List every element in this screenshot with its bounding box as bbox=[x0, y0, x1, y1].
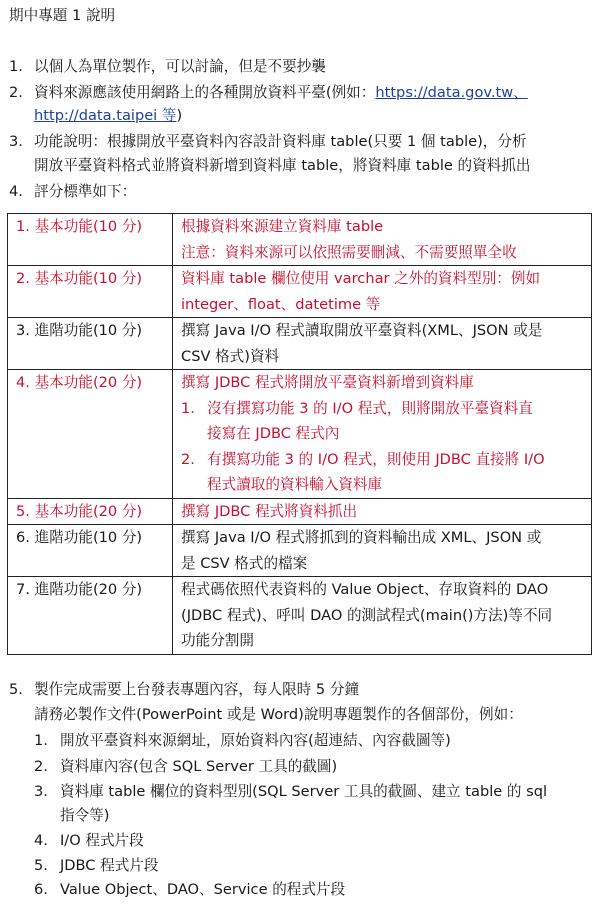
row-desc-line: 撰寫 Java I/O 程式讀取開放平臺資料(XML、JSON 或是 bbox=[181, 322, 543, 339]
row-label bbox=[8, 525, 173, 577]
list-text-4: 評分標準如下： bbox=[34, 183, 137, 200]
row-desc-line: 功能分割開 bbox=[181, 632, 254, 649]
s5-item-text-5: JDBC 程式片段 bbox=[60, 857, 159, 874]
s5-item-text-6: Value Object、DAO、Service 的程式片段 bbox=[60, 881, 346, 898]
table-row bbox=[8, 370, 592, 499]
row-desc bbox=[173, 525, 592, 577]
row-desc bbox=[173, 266, 592, 318]
s5-item-num-3: 3. bbox=[34, 783, 48, 800]
row-desc-line: 資料庫 table 欄位使用 varchar 之外的資料型別：例如 bbox=[181, 270, 541, 287]
sub-list-item bbox=[181, 396, 587, 447]
table-row bbox=[8, 498, 592, 525]
row-desc-line: 撰寫 Java I/O 程式將抓到的資料輸出成 XML、JSON 或 bbox=[181, 529, 542, 546]
row-label-text: 1. 基本功能(10 分) bbox=[16, 218, 143, 235]
row-label-text: 6. 進階功能(10 分) bbox=[16, 529, 143, 546]
s5-item-num-1: 1. bbox=[34, 732, 48, 749]
list-text-3: 功能說明：根據開放平臺資料內容設計資料庫 table(只要 1 個 table)，分析 bbox=[34, 133, 527, 150]
list-text-2 bbox=[34, 83, 528, 103]
row-desc-line: 程式碼依照代表資料的 Value Object、存取資料的 DAO bbox=[181, 581, 549, 598]
row-label bbox=[8, 370, 173, 499]
row-desc-line: 是 CSV 格式的檔案 bbox=[181, 554, 308, 572]
row-desc-line: (JDBC 程式)、呼叫 DAO 的測試程式(main()方法)等不同 bbox=[181, 606, 553, 624]
row-label-text: 4. 基本功能(20 分) bbox=[16, 374, 143, 391]
row-desc-line: 注意：資料來源可以依照需要刪減、不需要照單全收 bbox=[181, 243, 517, 261]
row-desc-line: CSV 格式)資料 bbox=[181, 347, 280, 365]
row-label bbox=[8, 266, 173, 318]
row-desc bbox=[173, 214, 592, 266]
s5-item-text-2: 資料庫內容(包含 SQL Server 工具的截圖) bbox=[60, 758, 338, 775]
row-desc bbox=[173, 498, 592, 525]
row-desc-line: integer、float、datetime 等 bbox=[181, 295, 381, 313]
row-desc-line: 撰寫 JDBC 程式將資料抓出 bbox=[181, 502, 358, 520]
row-desc bbox=[173, 318, 592, 370]
row-label-text: 5. 基本功能(20 分) bbox=[16, 502, 143, 520]
list-text-3-cont: 開放平臺資料格式並將資料新增到資料庫 table，將資料庫 table 的資料抓出 bbox=[34, 157, 531, 174]
sub-num: 1. bbox=[181, 399, 195, 417]
row-label bbox=[8, 498, 173, 525]
s5-item-num-2: 2. bbox=[34, 758, 48, 775]
row-label bbox=[8, 318, 173, 370]
table-row bbox=[8, 525, 592, 577]
sub-list-item bbox=[181, 447, 587, 498]
row-label bbox=[8, 214, 173, 266]
page-title: 期中專題 1 說明 bbox=[9, 7, 116, 24]
scoring-table bbox=[7, 213, 592, 655]
row-label-text: 7. 進階功能(20 分) bbox=[16, 581, 143, 598]
table-row bbox=[8, 577, 592, 655]
s5-item-text-3-cont: 指令等) bbox=[60, 807, 110, 824]
list-num-3: 3. bbox=[9, 133, 23, 150]
s5-item-num-6: 6. bbox=[34, 881, 48, 898]
sub-line: 程式讀取的資料輸入資料庫 bbox=[207, 476, 383, 493]
s5-item-text-4: I/O 程式片段 bbox=[60, 832, 144, 849]
row-label-text: 2. 基本功能(10 分) bbox=[16, 270, 143, 287]
s5-item-text-1: 開放平臺資料來源網址，原始資料內容(超連結、內容截圖等) bbox=[60, 732, 451, 749]
list-text-2-cont bbox=[34, 106, 182, 126]
table-row bbox=[8, 318, 592, 370]
section5-text2: 請務必製作文件(PowerPoint 或是 Word)說明專題製作的各個部份，例如： bbox=[34, 706, 523, 723]
s5-item-num-4: 4. bbox=[34, 832, 48, 849]
s5-item-text-3: 資料庫 table 欄位的資料型別(SQL Server 工具的截圖、建立 table 的 sql bbox=[60, 783, 548, 800]
link-data-gov[interactable]: https://data.gov.tw、 bbox=[375, 84, 528, 101]
row-label bbox=[8, 577, 173, 655]
s5-item-num-5: 5. bbox=[34, 857, 48, 874]
list-text-2-body: 資料來源應該使用網路上的各種開放資料平臺(例如： bbox=[34, 84, 376, 101]
link-data-taipei[interactable]: http://data.taipei 等 bbox=[34, 107, 177, 124]
sub-num: 2. bbox=[181, 450, 195, 468]
section5-num: 5. bbox=[9, 681, 23, 698]
table-row bbox=[8, 214, 592, 266]
row-desc-line: 撰寫 JDBC 程式將開放平臺資料新增到資料庫 bbox=[181, 374, 474, 391]
table-row bbox=[8, 266, 592, 318]
row-desc bbox=[173, 577, 592, 655]
section5-text: 製作完成需要上台發表專題內容，每人限時 5 分鐘 bbox=[34, 681, 360, 698]
list-text-2-tail: ) bbox=[176, 107, 183, 124]
row-desc bbox=[173, 370, 592, 499]
sub-line: 沒有撰寫功能 3 的 I/O 程式，則將開放平臺資料直 bbox=[207, 399, 533, 417]
list-num-1: 1. bbox=[9, 58, 23, 75]
sub-line: 接寫在 JDBC 程式內 bbox=[207, 425, 340, 442]
list-num-2: 2. bbox=[9, 84, 23, 101]
list-text-1: 以個人為單位製作，可以討論，但是不要抄襲 bbox=[34, 58, 326, 75]
row-desc-line: 根據資料來源建立資料庫 table bbox=[181, 218, 384, 235]
sub-line: 有撰寫功能 3 的 I/O 程式，則使用 JDBC 直接將 I/O bbox=[207, 450, 545, 468]
list-num-4: 4. bbox=[9, 183, 23, 200]
row-label-text: 3. 進階功能(10 分) bbox=[16, 322, 143, 339]
